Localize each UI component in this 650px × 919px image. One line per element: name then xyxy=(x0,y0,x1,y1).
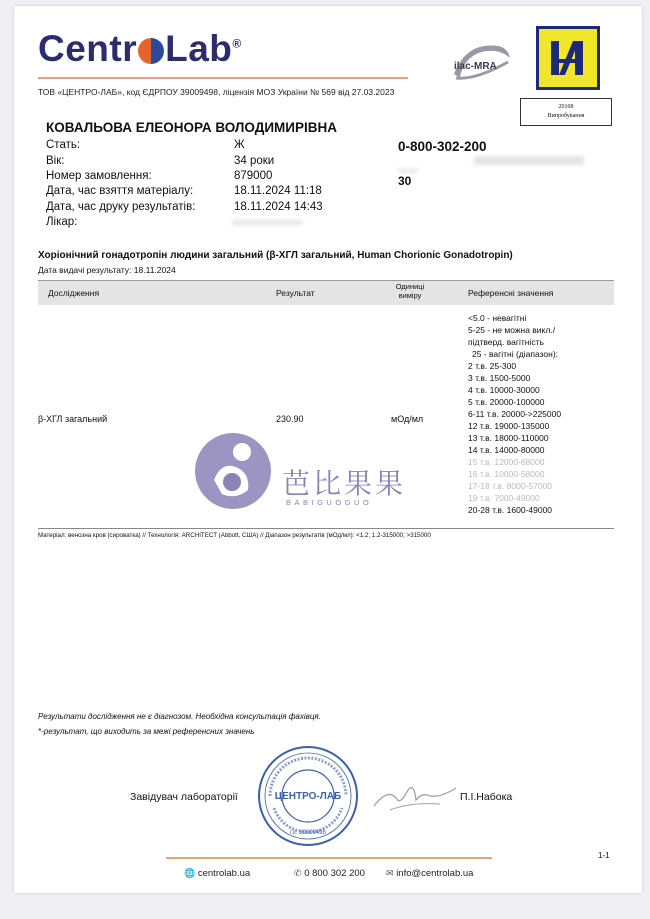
footer-email[interactable] xyxy=(386,868,473,879)
sex-value: Ж xyxy=(234,139,245,151)
footer-phone[interactable] xyxy=(294,868,365,879)
email-text: info@centrolab.ua xyxy=(396,868,474,879)
ref-line: <5.0 - невагітні xyxy=(468,313,527,323)
redacted-field xyxy=(232,220,302,225)
col-units-line2: виміру xyxy=(398,291,422,300)
redacted-field xyxy=(398,169,418,173)
watermark-subtext: BABIGUOGUO xyxy=(286,498,373,507)
disclaimer-line-2: *-результат, що виходить за межі референсних значень xyxy=(38,727,255,736)
age-value: 34 роки xyxy=(234,155,275,167)
sex-label: Стать: xyxy=(46,139,81,151)
report-page xyxy=(14,6,642,893)
page-number: 1-1 xyxy=(598,851,610,860)
order-value: 879000 xyxy=(234,170,273,182)
ref-line: 2 т.в. 25-300 xyxy=(468,361,517,371)
ilac-mra-logo xyxy=(446,36,516,86)
test-title: Хоріонічний гонадотропін людини загальний (β-ХГЛ загальний, Human Chorionic Gonadotropin) xyxy=(38,250,513,261)
head-of-lab-name: П.І.Набока xyxy=(460,791,513,803)
order-label: Номер замовлення: xyxy=(46,170,152,182)
ref-line: 6-11 т.в. 20000->225000 xyxy=(468,409,562,419)
stamp-number: 20108 xyxy=(558,104,574,110)
mail-icon: ✉ xyxy=(386,868,394,878)
col-study: Дослідження xyxy=(48,288,100,298)
logo-part-1: Centr xyxy=(38,28,138,69)
ref-line: 3 т.в. 1500-5000 xyxy=(468,373,531,383)
babiguoguo-watermark-icon xyxy=(192,430,274,512)
globe-icon: 🌐 xyxy=(184,868,196,878)
lab-seal xyxy=(256,744,360,848)
ref-line: 16 т.в. 10000-58000 xyxy=(468,469,545,479)
ref-line: 15 т.в. 12000-68000 xyxy=(468,457,545,467)
head-of-lab-label: Завідувач лабораторії xyxy=(130,791,238,803)
registered-mark: ® xyxy=(232,36,242,51)
patient-name: КОВАЛЬОВА ЕЛЕОНОРА ВОЛОДИМИРІВНА xyxy=(46,120,338,135)
logo-o-mark xyxy=(138,38,164,64)
method-notes: Матеріал: венозна кров (сироватка) // Технологія: ARCHITECT (Abbott, США) // Діапазон результатів (мОд/мл): <1.2; 1.2-315000; >315000 xyxy=(38,532,431,539)
ref-line: 17-18 т.в. 8000-57000 xyxy=(468,481,553,491)
results-divider xyxy=(38,528,614,529)
footer-website[interactable] xyxy=(184,868,250,879)
ref-line: 20-28 т.в. 1600-49000 xyxy=(468,505,553,515)
disclaimer-line-1: Результати дослідження не є діагнозом. Необхідна консультація фахівця. xyxy=(38,712,321,721)
issue-date: Дата видачі результату: 18.11.2024 xyxy=(38,265,176,275)
phone-icon: ✆ xyxy=(294,868,302,878)
ref-line: 12 т.в. 19000-135000 xyxy=(468,421,550,431)
seal-center-text: ЦЕНТРО-ЛАБ xyxy=(274,791,342,802)
company-info: ТОВ «ЦЕНТРО-ЛАБ», код ЄДРПОУ 39009498, ліцензія МОЗ України № 569 від 27.03.2023 xyxy=(38,87,395,97)
col-refs: Референсні значення xyxy=(468,288,554,298)
printed-label: Дата, час друку результатів: xyxy=(46,201,196,213)
age-label: Вік: xyxy=(46,155,65,167)
printed-value: 18.11.2024 14:43 xyxy=(234,201,323,213)
seal-code: і.к. 39009498 xyxy=(290,830,326,836)
ref-line: 5 т.в. 20000-100000 xyxy=(468,397,545,407)
col-units-line1: Одиниці xyxy=(395,282,425,291)
lab-phone: 0-800-302-200 xyxy=(398,139,487,154)
ref-line: 13 т.в. 18000-110000 xyxy=(468,433,549,443)
collected-label: Дата, час взяття матеріалу: xyxy=(46,185,194,197)
website-text: centrolab.ua xyxy=(197,868,251,879)
ilac-label: ilac-MRA xyxy=(454,61,497,72)
row-study: β-ХГЛ загальний xyxy=(38,414,108,424)
row-result: 230.90 xyxy=(276,414,304,424)
redacted-field xyxy=(474,156,584,165)
footer-divider xyxy=(166,857,492,859)
ref-line: 14 т.в. 14000-80000 xyxy=(468,445,545,455)
logo-divider xyxy=(38,77,408,79)
collected-value: 18.11.2024 11:18 xyxy=(234,185,322,197)
doctor-label: Лікар: xyxy=(46,216,78,228)
stamp-caption: Випробування xyxy=(547,113,585,119)
ref-line: 5-25 - не можна викл./ xyxy=(468,325,556,335)
accreditation-logo xyxy=(536,26,600,90)
accreditation-stamp xyxy=(520,98,612,126)
ref-line: 25 - вагітні (діапазон): xyxy=(472,349,559,359)
reference-values xyxy=(468,312,561,516)
col-units xyxy=(380,282,440,300)
signature-icon xyxy=(370,776,460,816)
ref-line: 4 т.в. 10000-30000 xyxy=(468,385,540,395)
logo-part-2: Lab xyxy=(165,28,233,69)
ref-line: 19 т.в. 7000-49000 xyxy=(468,493,540,503)
centrolab-logo xyxy=(38,28,242,70)
phone-text: 0 800 302 200 xyxy=(304,868,365,879)
ref-line: підтверд. вагітність xyxy=(468,337,544,347)
col-result: Результат xyxy=(276,288,315,298)
row-units: мОд/мл xyxy=(391,414,424,424)
watermark-text: 芭比果果 xyxy=(282,468,407,499)
side-number: 30 xyxy=(398,174,412,188)
accreditation-icon xyxy=(545,35,591,81)
